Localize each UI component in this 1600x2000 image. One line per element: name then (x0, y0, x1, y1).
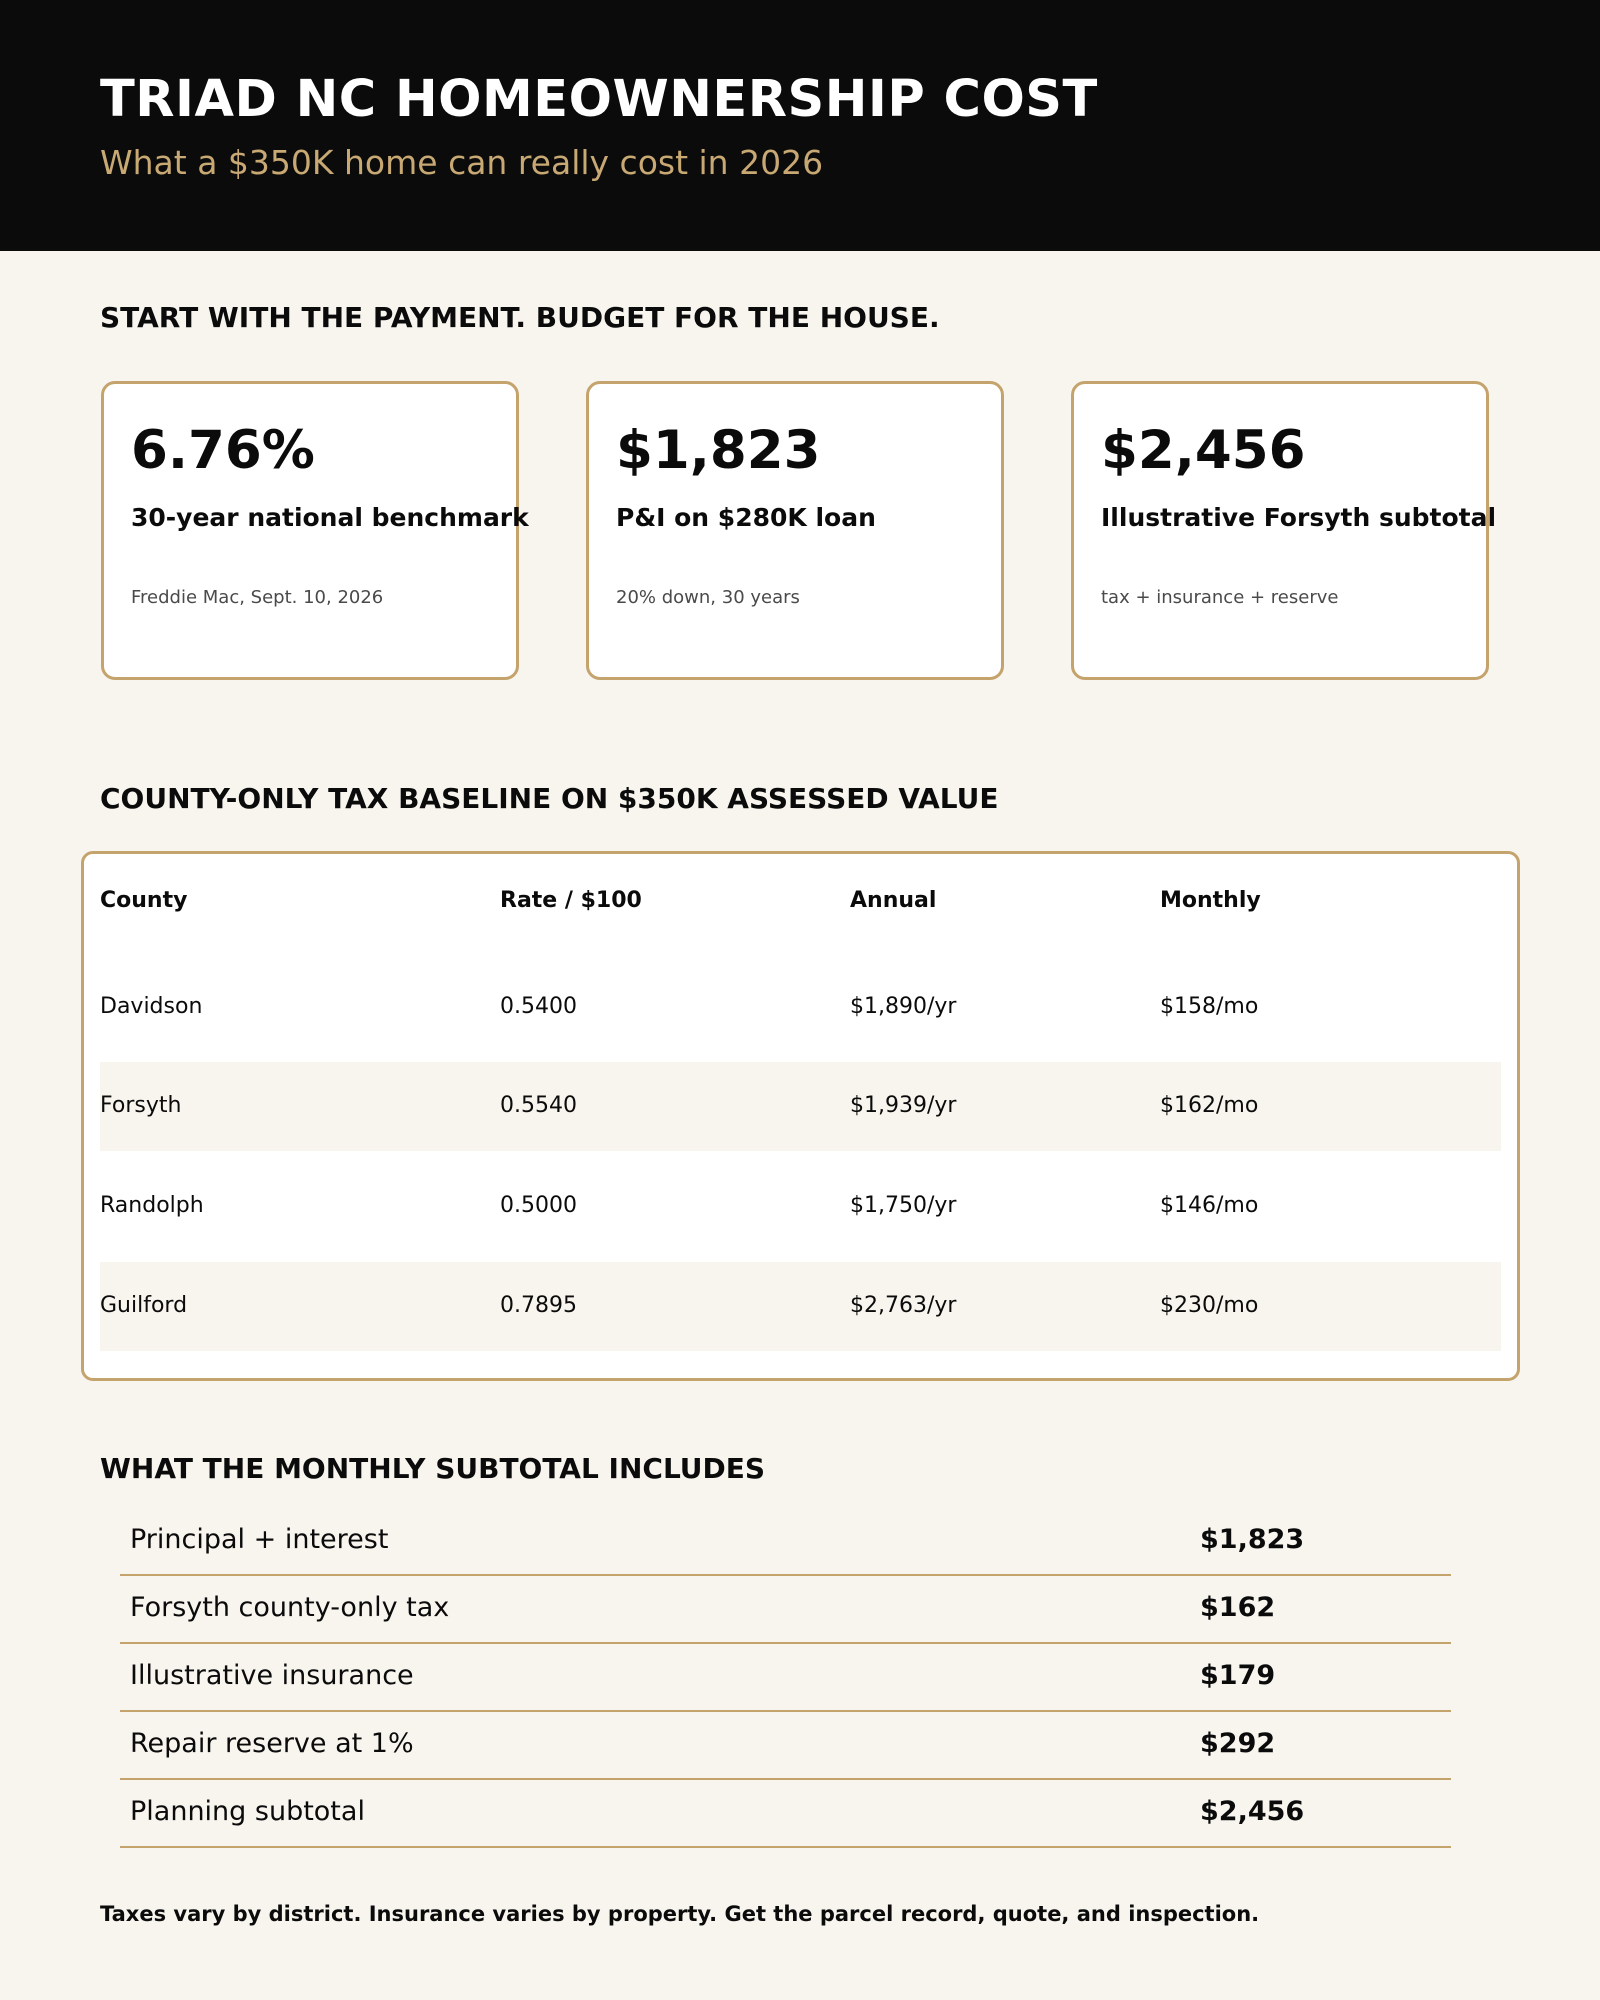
monthly-cell: $230/mo (1160, 1293, 1259, 1318)
tax-table-heading: COUNTY-ONLY TAX BASELINE ON $350K ASSESSED VALUE (100, 782, 999, 815)
kpi-section-heading: START WITH THE PAYMENT. BUDGET FOR THE HOUSE. (100, 301, 940, 334)
line-item-label: Principal + interest (130, 1524, 389, 1555)
line-item-repair-reserve (120, 1712, 1451, 1780)
county-cell: Forsyth (100, 1093, 182, 1118)
kpi-value: $1,823 (616, 420, 821, 481)
table-row-davidson (100, 963, 1501, 1052)
kpi-value: 6.76% (131, 420, 315, 481)
county-cell: Guilford (100, 1293, 188, 1318)
rate-cell: 0.5540 (500, 1093, 577, 1118)
county-cell: Randolph (100, 1193, 204, 1218)
rate-cell: 0.5000 (500, 1193, 577, 1218)
annual-cell: $1,750/yr (850, 1193, 957, 1218)
line-item-label: Repair reserve at 1% (130, 1728, 414, 1759)
page-title: TRIAD NC HOMEOWNERSHIP COST (100, 70, 1098, 129)
subtotal-section-heading: WHAT THE MONTHLY SUBTOTAL INCLUDES (100, 1452, 766, 1485)
rate-cell: 0.7895 (500, 1293, 577, 1318)
column-header-monthly: Monthly (1160, 888, 1261, 913)
kpi-note: tax + insurance + reserve (1101, 587, 1339, 608)
annual-cell: $2,763/yr (850, 1293, 957, 1318)
line-item-amount: $162 (1200, 1592, 1276, 1623)
line-item-amount: $179 (1200, 1660, 1276, 1691)
kpi-label: 30-year national benchmark (131, 503, 529, 532)
kpi-label: Illustrative Forsyth subtotal (1101, 503, 1497, 532)
column-header-annual: Annual (850, 888, 937, 913)
county-cell: Davidson (100, 994, 203, 1019)
kpi-label: P&I on $280K loan (616, 503, 876, 532)
kpi-card-subtotal (1071, 381, 1497, 680)
monthly-cell: $162/mo (1160, 1093, 1259, 1118)
kpi-note: 20% down, 30 years (616, 587, 800, 608)
line-item-insurance (120, 1644, 1451, 1712)
column-header-rate: Rate / $100 (500, 888, 642, 913)
page-header (0, 0, 1600, 251)
kpi-value: $2,456 (1101, 420, 1306, 481)
table-row-randolph (100, 1162, 1501, 1251)
footnote: Taxes vary by district. Insurance varies by property. Get the parcel record, quote, and inspection. (100, 1902, 1260, 1926)
table-row-guilford (100, 1262, 1501, 1351)
column-header-county: County (100, 888, 188, 913)
line-item-label: Forsyth county-only tax (130, 1592, 450, 1623)
line-item-planning-subtotal (120, 1780, 1451, 1848)
line-item-principal-interest (120, 1508, 1451, 1576)
line-item-label: Illustrative insurance (130, 1660, 414, 1691)
monthly-cell: $146/mo (1160, 1193, 1259, 1218)
table-header-row (100, 888, 1501, 924)
line-item-amount: $1,823 (1200, 1524, 1305, 1555)
line-item-amount: $292 (1200, 1728, 1276, 1759)
annual-cell: $1,939/yr (850, 1093, 957, 1118)
monthly-cell: $158/mo (1160, 994, 1259, 1019)
page-subtitle: What a $350K home can really cost in 2026 (100, 143, 824, 182)
kpi-note: Freddie Mac, Sept. 10, 2026 (131, 587, 384, 608)
line-item-amount: $2,456 (1200, 1796, 1305, 1827)
kpi-card-payment (586, 381, 1004, 680)
line-item-county-tax (120, 1576, 1451, 1644)
table-row-forsyth (100, 1062, 1501, 1151)
line-item-label: Planning subtotal (130, 1796, 365, 1827)
rate-cell: 0.5400 (500, 994, 577, 1019)
kpi-card-rate (101, 381, 529, 680)
annual-cell: $1,890/yr (850, 994, 957, 1019)
